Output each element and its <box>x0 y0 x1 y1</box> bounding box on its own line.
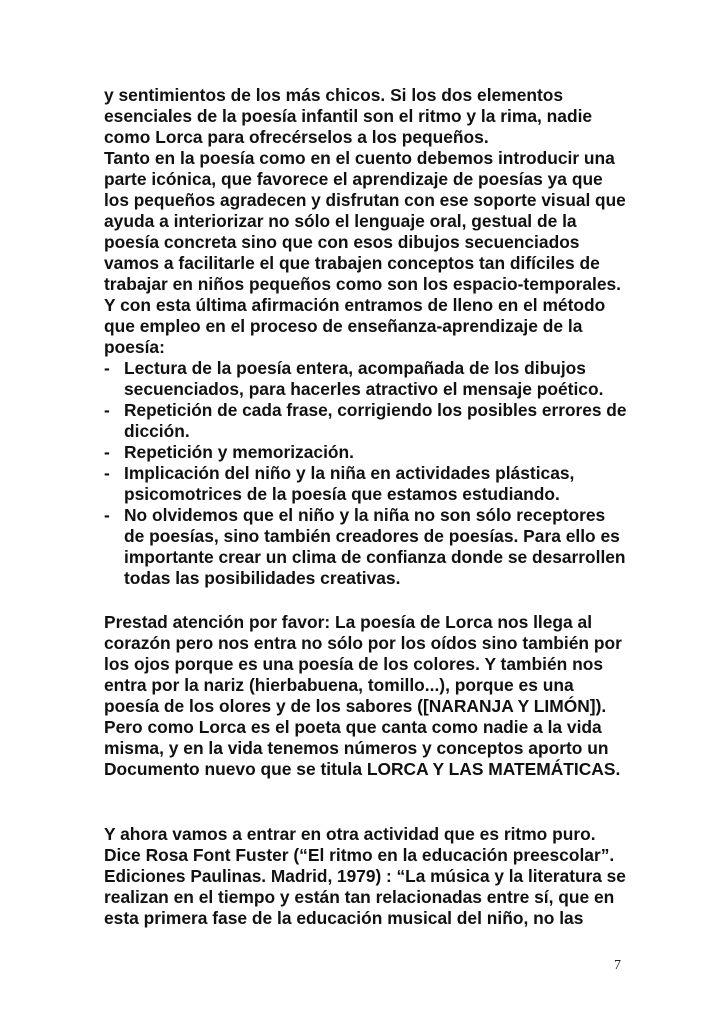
list-item-text: secuenciados, para hacerles atractivo el mensaje poético. <box>124 379 604 399</box>
page-number: 7 <box>614 958 621 973</box>
text-line: vamos a facilitarle el que trabajen conceptos tan difíciles de <box>104 253 600 273</box>
text-line: Documento nuevo que se titula LORCA Y LAS MATEMÁTICAS. <box>104 759 621 779</box>
text-line: como Lorca para ofrecérselos a los pequeños. <box>104 127 489 147</box>
text-line: Dice Rosa Font Fuster (“El ritmo en la educación preescolar”. <box>104 845 615 865</box>
text-line: esenciales de la poesía infantil son el ritmo y la rima, nadie <box>104 106 593 126</box>
list-bullet: - <box>104 358 110 378</box>
text-line: los pequeños agradecen y disfrutan con ese soporte visual que <box>104 190 626 210</box>
list-item-text: psicomotrices de la poesía que estamos estudiando. <box>124 484 560 504</box>
text-line: y sentimientos de los más chicos. Si los dos elementos <box>104 85 564 105</box>
text-line: corazón pero nos entra no sólo por los oídos sino también por <box>104 633 622 653</box>
list-item-text: dicción. <box>124 421 190 441</box>
list-item-text: Repetición de cada frase, corrigiendo los posibles errores de <box>124 400 627 420</box>
text-line: Tanto en la poesía como en el cuento debemos introducir una <box>104 148 615 168</box>
text-line: esta primera fase de la educación musical del niño, no las <box>104 908 584 928</box>
text-line: ayuda a interiorizar no sólo el lenguaje oral, gestual de la <box>104 211 577 231</box>
text-line: que empleo en el proceso de enseñanza-aprendizaje de la <box>104 316 583 336</box>
list-item-text: No olvidemos que el niño y la niña no son sólo receptores <box>124 505 606 525</box>
list-bullet: - <box>104 400 110 420</box>
text-line: parte icónica, que favorece el aprendizaje de poesías ya que <box>104 169 603 189</box>
text-line: poesía concreta sino que con esos dibujos secuenciados <box>104 232 580 252</box>
text-line: Ediciones Paulinas. Madrid, 1979) : “La música y la literatura se <box>104 866 626 886</box>
text-line: Y ahora vamos a entrar en otra actividad que es ritmo puro. <box>104 824 596 844</box>
text-line: Prestad atención por favor: La poesía de Lorca nos llega al <box>104 612 593 632</box>
list-item-text: de poesías, sino también creadores de poesías. Para ello es <box>124 526 620 546</box>
list-bullet: - <box>104 505 110 525</box>
text-line: realizan en el tiempo y están tan relacionadas entre sí, que en <box>104 887 615 907</box>
list-item-text: Implicación del niño y la niña en actividades plásticas, <box>124 463 575 483</box>
list-item-text: todas las posibilidades creativas. <box>124 568 401 588</box>
text-line: los ojos porque es una poesía de los colores. Y también nos <box>104 654 603 674</box>
text-line: misma, y en la vida tenemos números y conceptos aporto un <box>104 738 609 758</box>
text-line: entra por la nariz (hierbabuena, tomillo...), porque es una <box>104 675 574 695</box>
list-item-text: importante crear un clima de confianza donde se desarrollen <box>124 547 626 567</box>
text-line: Pero como Lorca es el poeta que canta como nadie a la vida <box>104 717 602 737</box>
text-line: Y con esta última afirmación entramos de lleno en el método <box>104 295 606 315</box>
text-line: trabajar en niños pequeños como son los espacio-temporales. <box>104 274 622 294</box>
text-line: poesía de los olores y de los sabores ([NARANJA Y LIMÓN]). <box>104 696 607 716</box>
list-bullet: - <box>104 463 110 483</box>
list-bullet: - <box>104 442 110 462</box>
list-item-text: Repetición y memorización. <box>124 442 355 462</box>
text-line: poesía: <box>104 337 165 357</box>
list-item-text: Lectura de la poesía entera, acompañada de los dibujos <box>124 358 586 378</box>
